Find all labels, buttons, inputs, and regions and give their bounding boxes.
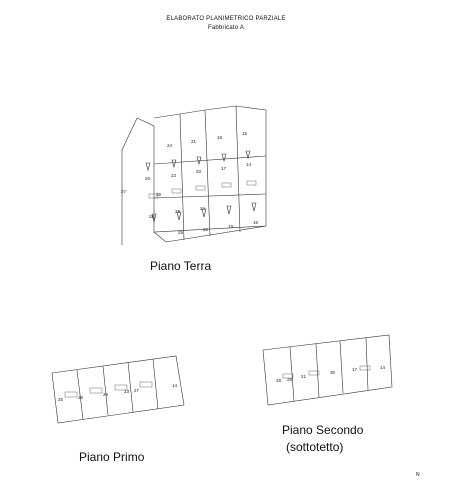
unit-number: 16 bbox=[253, 220, 259, 225]
unit-number: 14 bbox=[380, 365, 386, 370]
unit-number: 18 bbox=[217, 135, 223, 140]
unit-number: 27 bbox=[121, 189, 127, 194]
unit-number: 24 bbox=[167, 143, 173, 148]
unit-number: 26 bbox=[78, 395, 84, 400]
document-title: ELABORATO PLANIMETRICO PARZIALE bbox=[166, 16, 286, 22]
unit-number: 21 bbox=[301, 374, 307, 379]
unit-number: 29 bbox=[156, 192, 162, 197]
ground-floor-outline bbox=[122, 106, 266, 245]
first-floor-label: Piano Primo bbox=[79, 450, 145, 464]
unit-number: 23 bbox=[124, 389, 130, 394]
unit-number: 25 bbox=[178, 230, 184, 235]
unit-number: 21 bbox=[191, 139, 197, 144]
unit-number: 30 bbox=[330, 370, 336, 375]
first-floor-outline bbox=[52, 356, 184, 423]
unit-number: 29 bbox=[103, 392, 109, 397]
unit-number: 20 bbox=[196, 169, 202, 174]
unit-number: 27 bbox=[134, 388, 140, 393]
ground-floor-label: Piano Terra bbox=[150, 259, 212, 273]
first-floor-numbers bbox=[58, 383, 178, 402]
second-floor-sublabel: (sottotetto) bbox=[286, 440, 344, 454]
second-floor-label: Piano Secondo bbox=[282, 423, 364, 437]
unit-number: 25 bbox=[58, 397, 64, 402]
north-marker: N bbox=[416, 472, 420, 478]
unit-number: 28 bbox=[149, 214, 155, 219]
unit-number: 23 bbox=[171, 173, 177, 178]
unit-number: 26 bbox=[145, 176, 151, 181]
unit-number: 14 bbox=[172, 383, 178, 388]
unit-number: 15 bbox=[242, 131, 248, 136]
unit-number: 22 bbox=[203, 227, 209, 232]
unit-number: 28 bbox=[276, 378, 282, 383]
second-floor-outline bbox=[263, 335, 392, 405]
unit-number: 17 bbox=[352, 367, 358, 372]
unit-number: 28 bbox=[175, 209, 181, 214]
unit-number: 29 bbox=[287, 377, 293, 382]
document-subtitle: Fabbricato A bbox=[207, 25, 245, 31]
unit-number: 17 bbox=[221, 166, 227, 171]
ground-floor-numbers bbox=[121, 131, 259, 235]
unit-number: 19 bbox=[228, 224, 234, 229]
unit-number: 24 bbox=[200, 206, 206, 211]
unit-number: 14 bbox=[246, 162, 252, 167]
